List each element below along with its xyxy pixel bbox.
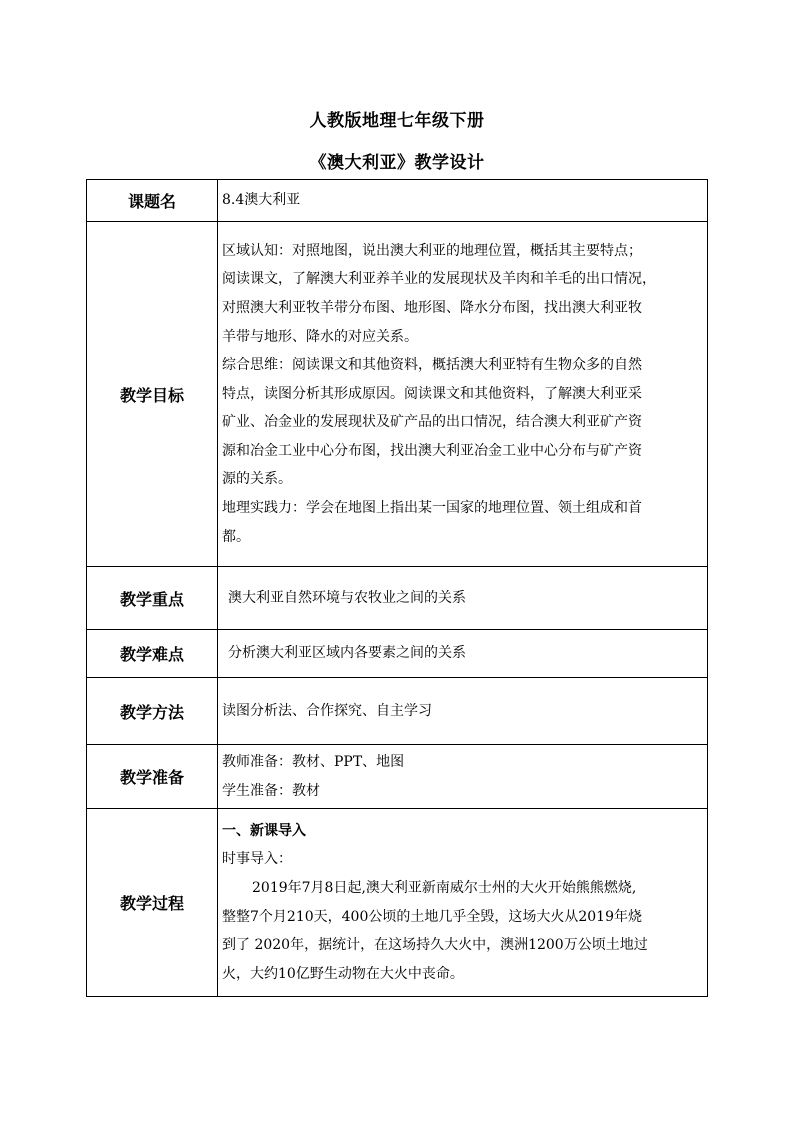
topic-value: 8.4澳大利亚 — [218, 180, 708, 222]
difficulties-value — [218, 630, 708, 678]
preparation-content — [218, 745, 708, 809]
row-label-objectives: 教学目标 — [87, 222, 218, 567]
key-points-value — [218, 567, 708, 630]
document-subtitle: 《澳大利亚》教学设计 — [309, 153, 485, 173]
row-label-key-points: 教学重点 — [87, 567, 218, 630]
key-points-text: 澳大利亚自然环境与农牧业之间的关系 — [228, 589, 466, 606]
objectives-content — [218, 222, 708, 567]
preparation-line: 教师准备：教材、PPT、地图 — [222, 753, 405, 770]
table-row-difficulties — [87, 630, 708, 678]
process-line: 2019年7月8日起,澳大利亚新南威尔士州的大火开始熊熊燃烧, — [252, 879, 637, 896]
preparation-line: 学生准备：教材 — [222, 782, 320, 799]
row-label-preparation: 教学准备 — [87, 745, 218, 809]
row-label-process: 教学过程 — [87, 809, 218, 997]
process-line: 整整7个月210天，400公顷的土地几乎全毁，这场大火从2019年烧 — [222, 908, 642, 925]
objectives-line: 都。 — [222, 528, 250, 545]
table-row-process — [87, 809, 708, 997]
objectives-line: 综合思维：阅读课文和其他资料，概括澳大利亚特有生物众多的自然 — [222, 357, 642, 374]
process-heading: 一、新课导入 — [222, 822, 306, 839]
process-subheading: 时事导入： — [222, 851, 292, 868]
process-line: 到了 2020年，据统计，在这场持久大火中，澳洲1200万公顷土地过 — [222, 937, 648, 954]
objectives-line: 阅读课文，了解澳大利亚养羊业的发展现状及羊肉和羊毛的出口情况， — [222, 271, 656, 288]
table-row-key-points — [87, 567, 708, 630]
row-label-topic: 课题名 — [87, 180, 218, 222]
process-content — [218, 809, 708, 997]
methods-value: 读图分析法、合作探究、自主学习 — [218, 678, 708, 745]
process-line: 火，大约10亿野生动物在大火中丧命。 — [222, 965, 464, 982]
table-row-objectives — [87, 222, 708, 567]
objectives-line: 地理实践力：学会在地图上指出某一国家的地理位置、领土组成和首 — [222, 500, 642, 517]
objectives-line: 源和冶金工业中心分布图，找出澳大利亚冶金工业中心分布与矿产资 — [222, 442, 642, 459]
objectives-line: 区域认知：对照地图，说出澳大利亚的地理位置，概括其主要特点； — [222, 242, 642, 259]
document-title: 人教版地理七年级下册 — [309, 111, 485, 131]
objectives-line: 矿业、冶金业的发展现状及矿产品的出口情况，结合澳大利亚矿产资 — [222, 414, 642, 431]
row-label-difficulties: 教学难点 — [87, 630, 218, 678]
objectives-line: 羊带与地形、降水的对应关系。 — [222, 328, 418, 345]
table-row-methods — [87, 678, 708, 745]
objectives-line: 对照澳大利亚牧羊带分布图、地形图、降水分布图，找出澳大利亚牧 — [222, 299, 642, 316]
row-label-methods: 教学方法 — [87, 678, 218, 745]
lesson-plan-table — [86, 179, 708, 997]
table-row-preparation — [87, 745, 708, 809]
difficulties-text: 分析澳大利亚区域内各要素之间的关系 — [228, 645, 466, 662]
objectives-line: 特点，读图分析其形成原因。阅读课文和其他资料，了解澳大利亚采 — [222, 385, 642, 402]
table-row-topic — [87, 180, 708, 222]
objectives-line: 源的关系。 — [222, 471, 292, 488]
